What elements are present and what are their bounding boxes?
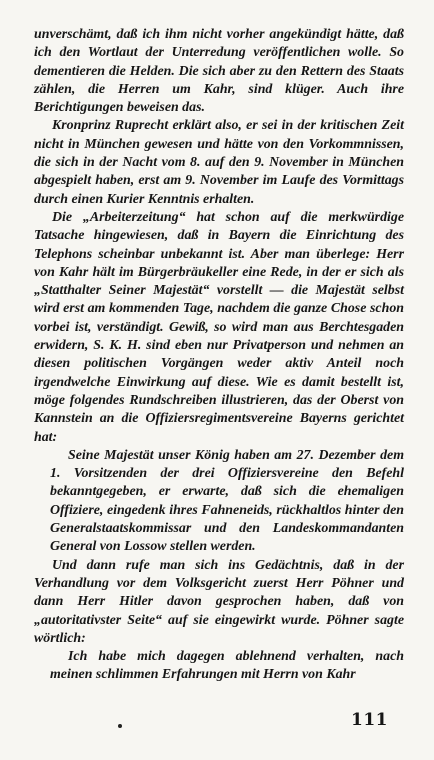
paragraph-2: Kronprinz Ruprecht erklärt also, er sei in der kritischen Zeit nicht in München gewesen und hätte von den Vorkommnissen, die sich in der Nacht vom 8. auf den 9. November in München abgespielt haben, erst am 9. November im Laufe des Vormittags durch einen Kurier Kenntnis erhalten.	[34, 118, 404, 207]
quote-circular: Seine Majestät unser König haben am 27. Dezember dem 1. Vorsitzenden der drei Offiziersvereine den Befehl bekanntgegeben, er erwarte, daß sich die ehemaligen Offiziere, eingedenk ihres Fahneneids, rückhaltlos hinter den Generalstaatskommissar und den Landeskommandanten General von Lossow stellen werden.	[50, 447, 404, 555]
paragraph-1: unverschämt, daß ich ihm nicht vorher angekündigt hätte, daß ich den Wortlaut der Unterredung veröffentlichen wolle. So dementieren die Helden. Die sich aber zu den Rettern des Staats zählen, die Herren um Kahr, sind klüger. Auch ihre Berichtigungen beweisen das.	[34, 27, 404, 116]
paragraph-3: Die „Arbeiterzeitung“ hat schon auf die merkwürdige Tatsache hingewiesen, daß in Bayern die Einrichtung des Telephons scheinbar unbekannt ist. Aber man überlege: Herr von Kahr hält im Bürgerbräukeller eine Rede, in der er sich als „Statthalter Seiner Majestät“ vorstellt — die Majestät selbst wird erst am kommenden Tage, nachdem die ganze Chose schon vorbei ist, verständigt. Gewiß, so wird man aus Berchtesgaden erwidern, S. K. H. sind eben nur Privatperson und nehmen an diesen politischen Vorgängen weder aktiv Anteil noch irgendwelche Einwirkung auf diese. Wie es damit bestellt ist, möge folgendes Rundschreiben illustrieren, das der Oberst von Kannstein an die Offiziersregimentsvereine Bayerns gerichtet hat:	[34, 209, 404, 445]
page-body	[34, 26, 404, 685]
footer-dot-mark	[118, 724, 122, 728]
paragraph-4: Und dann rufe man sich ins Gedächtnis, daß in der Verhandlung vor dem Volksgericht zuerst Herr Pöhner und dann Herr Hitler davon gesprochen haben, daß von „autoritativster Seite“ auf sie eingewirkt wurde. Pöhner sagte wörtlich:	[34, 557, 404, 646]
page-number: 111	[351, 710, 388, 730]
quote-poehner: Ich habe mich dagegen ablehnend verhalten, nach meinen schlimmen Erfahrungen mit Herrn von Kahr	[50, 649, 404, 683]
page-footer	[0, 710, 434, 750]
